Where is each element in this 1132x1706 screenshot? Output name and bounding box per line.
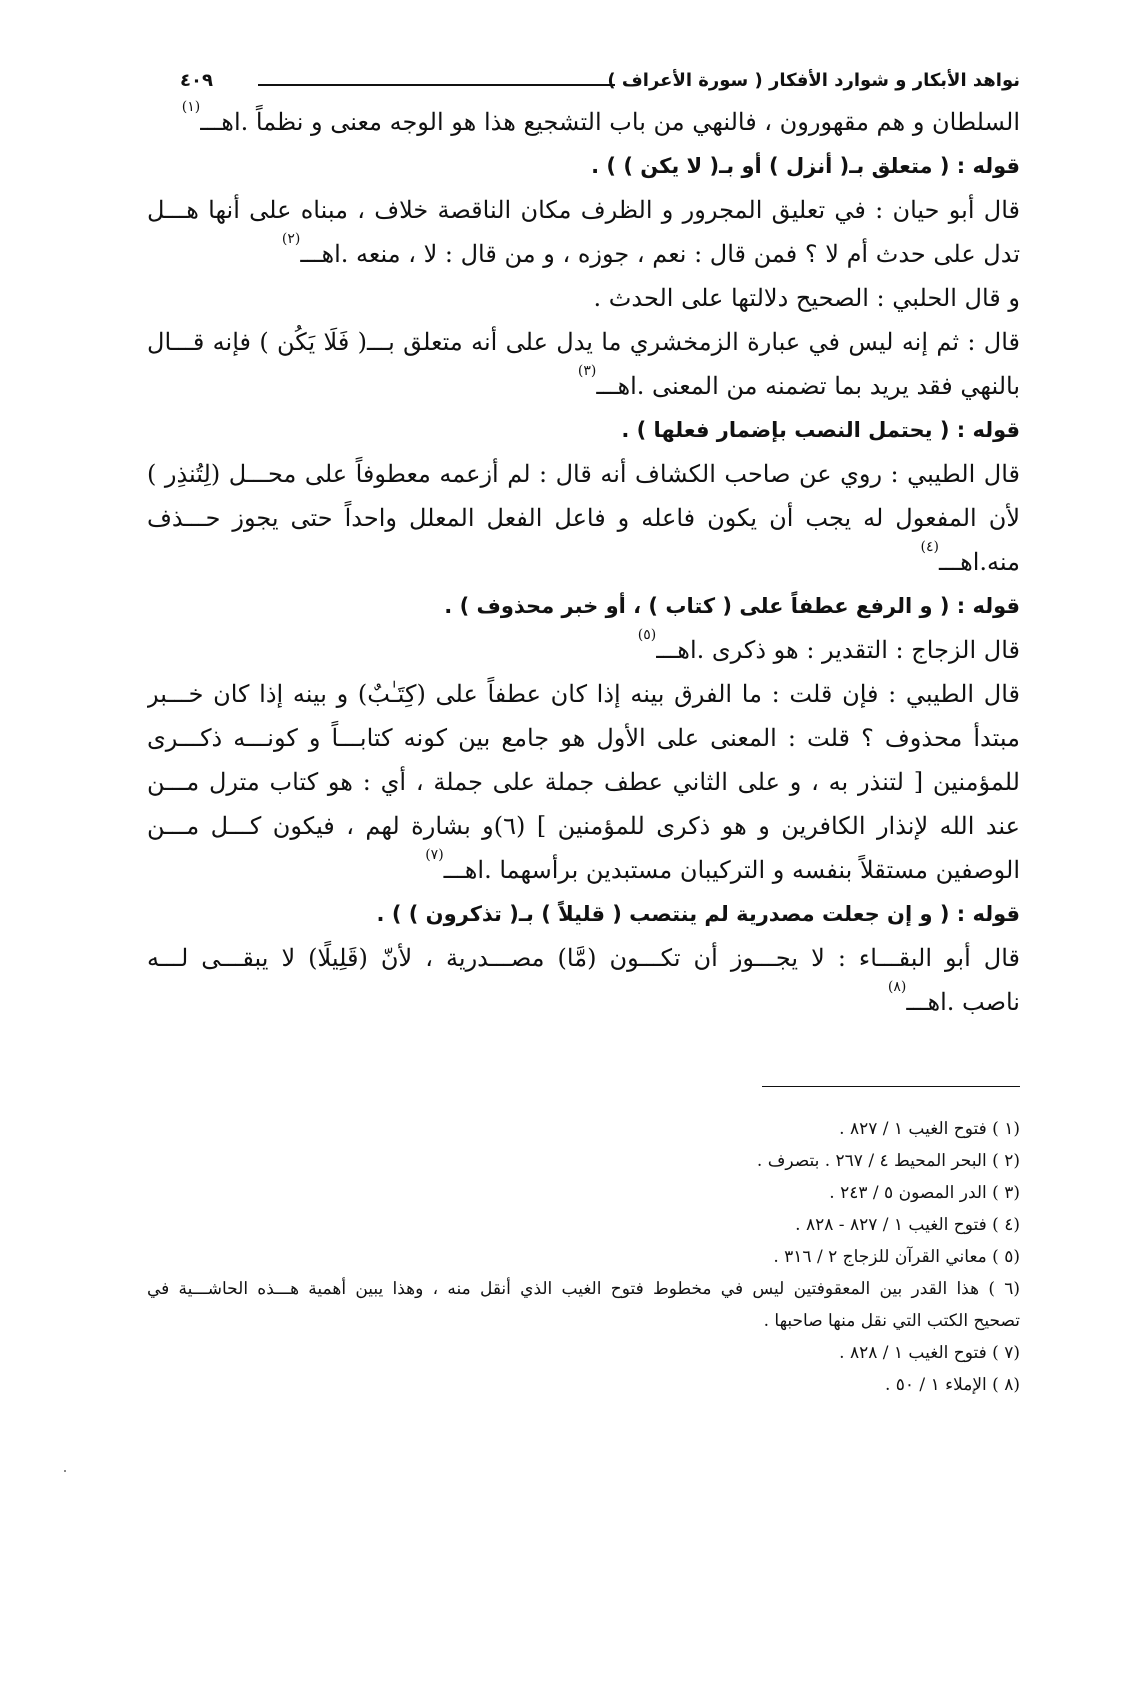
line-text: تدل على حدث أم لا ؟ فمن قال : نعم ، جوزه ، و من قال : لا ، منعه .اهـــ [300,240,1020,268]
section-heading [147,144,1020,188]
footnote-item: (٨ ) الإملاء ١ / ٥٠ . [884,1375,1020,1395]
body-line [147,848,1020,892]
line-text: قوله : ( متعلق بـ( أنزل ) أو بـ( لا يكن ) ) . [591,154,1020,178]
running-title: نواهد الأبكار و شوارد الأفكار ( سورة الأعراف ) [607,70,1020,91]
line-text: السلطان و هم مقهورون ، فالنهي من باب التشجيع هذا هو الوجه معنى و نظماً .اهـــ [200,108,1020,136]
spacer [147,1024,1020,1086]
footnote-item: (٧ ) فتوح الغيب ١ / ٨٢٨ . [839,1343,1020,1363]
footnote-ref: (٤) [920,539,939,555]
footnote-ref: (١) [181,99,201,115]
body-line [147,320,1020,364]
section-heading [147,584,1020,628]
body-line [147,716,1020,760]
page-number: ٤٠٩ [180,70,213,91]
body-line [147,672,1020,716]
footnote-item: تصحيح الكتب التي نقل منها صاحبها . [763,1311,1020,1331]
line-text: قال الزجاج : التقدير : هو ذكرى .اهـــ [656,636,1020,664]
footnote-ref: (٨) [887,979,907,995]
line-text: للمؤمنين [ لتنذر به ، و على الثاني عطف جملة على جملة ، أي : هو كتاب مترل مـــن [147,768,1020,796]
running-header [180,66,1020,100]
footnote-item: (١ ) فتوح الغيب ١ / ٨٢٧ . [839,1119,1020,1139]
section-heading [147,408,1020,452]
body-line [147,364,1020,408]
body-lines [147,100,1020,1024]
body-line [147,232,1020,276]
body-line [147,452,1020,496]
line-text: الوصفين مستقلاً بنفسه و التركيبان مستبدين برأسهما .اهـــ [443,856,1020,884]
line-text: قوله : ( يحتمل النصب بإضمار فعلها ) . [621,418,1020,442]
line-text: بالنهي فقد يريد بما تضمنه من المعنى .اهـــ [596,372,1020,400]
footnote-item: (٣ ) الدر المصون ٥ / ٢٤٣ . [829,1183,1020,1203]
line-text: لأن المفعول له يجب أن يكون فاعله و فاعل الفعل المعلل واحداً حتى يجوز حـــذف [147,504,1020,532]
line-text: ناصب .اهـــ [906,988,1020,1016]
line-text: عند الله لإنذار الكافرين و هو ذكرى للمؤمنين ] (٦)و بشارة لهم ، فيكون كـــل مـــن [147,812,1020,840]
line-text: قال الطيبي : روي عن صاحب الكشاف أنه قال : لم أزعمه معطوفاً على محـــل (لِتُنذِر ) [147,460,1020,488]
footnote-rule [762,1086,1020,1087]
footnote-ref: (٣) [577,363,597,379]
body-line [147,936,1020,980]
footnote-item: (٢ ) البحر المحيط ٤ / ٢٦٧ . بتصرف . [756,1151,1020,1171]
body-line [147,188,1020,232]
body-line [147,276,1020,320]
line-text: و قال الحلبي : الصحيح دلالتها على الحدث . [593,284,1020,312]
body-line [147,496,1020,540]
line-text: مبتدأ محذوف ؟ قلت : المعنى على الأول هو جامع بين كونه كتابـــاً و كونـــه ذكـــرى [147,724,1020,752]
body-line [147,980,1020,1024]
header-rule [258,84,615,86]
body-line [147,804,1020,848]
footnote-ref: (٥) [637,627,657,643]
line-text: قوله : ( و الرفع عطفاً على ( كتاب ) ، أو خبر محذوف ) . [444,594,1020,618]
line-text: قال : ثم إنه ليس في عبارة الزمخشري ما يدل على أنه متعلق بـــ( فَلَا يَكُن ) فإنه قـــال [147,328,1020,356]
body-line [147,100,1020,144]
line-text: منه.اهـــ [938,548,1020,576]
section-heading [147,892,1020,936]
line-text: قال أبو البقـــاء : لا يجـــوز أن تكـــون (مَّا) مصـــدرية ، لأنّ (قَلِيلًا) لا يبقـــى لـــه [147,944,1020,972]
footnote-ref: (٢) [281,231,301,247]
line-text: قوله : ( و إن جعلت مصدرية لم ينتصب ( قليلاً ) بـ( تذكرون ) ) . [376,902,1020,926]
footnote-item: (٤ ) فتوح الغيب ١ / ٨٢٧ - ٨٢٨ . [795,1215,1020,1235]
line-text: قال الطيبي : فإن قلت : ما الفرق بينه إذا كان عطفاً على (كِتَـٰبٌ) و بينه إذا كان خـــبر [147,680,1020,708]
footnotes [147,1113,1020,1401]
body-line [147,628,1020,672]
body-line [147,760,1020,804]
footnote-item: (٦ ) هذا القدر بين المعقوفتين ليس في مخطوط فتوح الغيب الذي أنقل منه ، وهذا يبين أهمية هـــذه الحاشـــية في [147,1279,1020,1299]
line-text: قال أبو حيان : في تعليق المجرور و الظرف مكان الناقصة خلاف ، مبناه على أنها هـــل [147,196,1020,224]
main-text [147,100,1020,1401]
body-line [147,540,1020,584]
footnote-ref: (٧) [425,847,444,863]
scan-speck [64,1470,66,1472]
footnote-item: (٥ ) معاني القرآن للزجاج ٢ / ٣١٦ . [773,1247,1020,1267]
